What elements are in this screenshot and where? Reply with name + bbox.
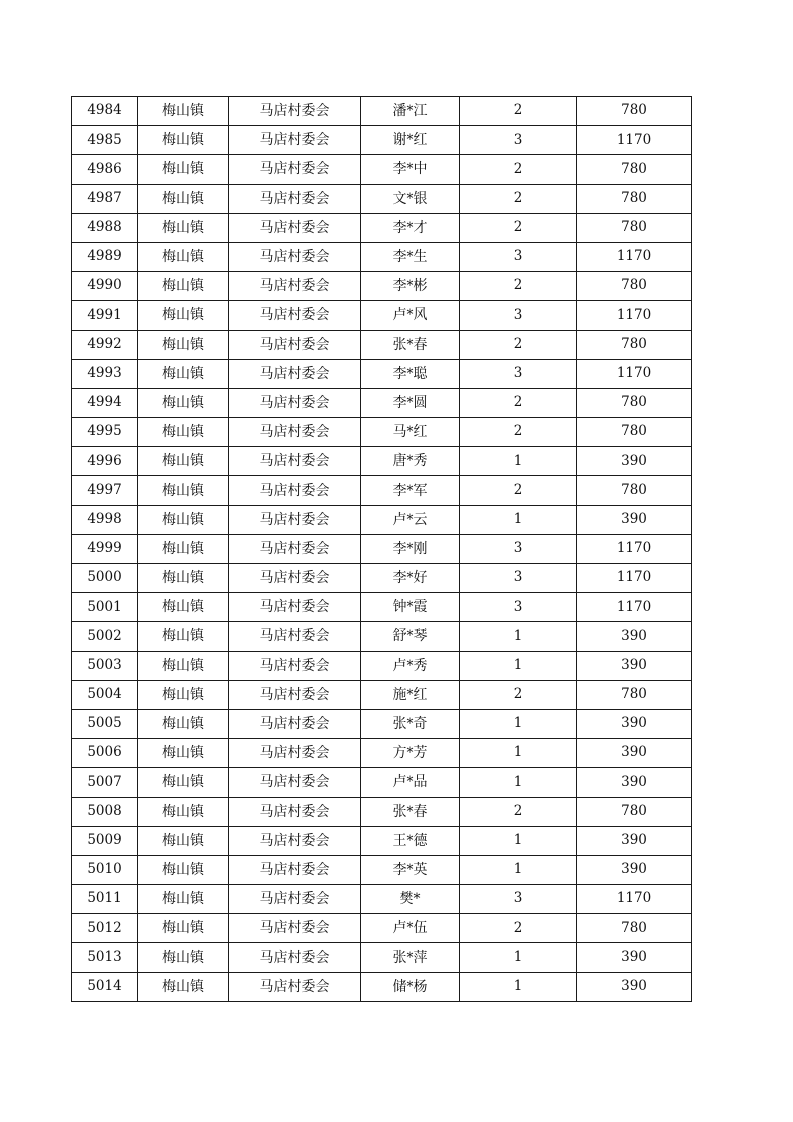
name-cell: 储*杨 xyxy=(361,972,460,1001)
name-cell: 樊* xyxy=(361,885,460,914)
town-cell: 梅山镇 xyxy=(138,388,229,417)
count-cell: 3 xyxy=(460,534,577,563)
table-row xyxy=(72,709,692,738)
row-number-cell: 5005 xyxy=(72,709,138,738)
town-cell: 梅山镇 xyxy=(138,505,229,534)
count-cell: 3 xyxy=(460,301,577,330)
name-cell: 张*春 xyxy=(361,330,460,359)
table-row xyxy=(72,330,692,359)
row-number-cell: 4992 xyxy=(72,330,138,359)
row-number-cell: 4991 xyxy=(72,301,138,330)
name-cell: 卢*品 xyxy=(361,768,460,797)
row-number-cell: 4993 xyxy=(72,359,138,388)
amount-cell: 1170 xyxy=(577,359,692,388)
table-row xyxy=(72,768,692,797)
row-number-cell: 5009 xyxy=(72,826,138,855)
count-cell: 1 xyxy=(460,826,577,855)
row-number-cell: 5014 xyxy=(72,972,138,1001)
town-cell: 梅山镇 xyxy=(138,739,229,768)
table-row xyxy=(72,622,692,651)
name-cell: 张*春 xyxy=(361,797,460,826)
table-row xyxy=(72,476,692,505)
count-cell: 2 xyxy=(460,155,577,184)
row-number-cell: 5012 xyxy=(72,914,138,943)
table-row xyxy=(72,943,692,972)
table-row xyxy=(72,593,692,622)
count-cell: 1 xyxy=(460,651,577,680)
name-cell: 李*英 xyxy=(361,855,460,884)
count-cell: 3 xyxy=(460,593,577,622)
row-number-cell: 4985 xyxy=(72,126,138,155)
amount-cell: 780 xyxy=(577,330,692,359)
amount-cell: 390 xyxy=(577,826,692,855)
row-number-cell: 4999 xyxy=(72,534,138,563)
amount-cell: 390 xyxy=(577,943,692,972)
committee-cell: 马店村委会 xyxy=(229,447,361,476)
name-cell: 李*生 xyxy=(361,242,460,271)
row-number-cell: 4987 xyxy=(72,184,138,213)
name-cell: 李*刚 xyxy=(361,534,460,563)
town-cell: 梅山镇 xyxy=(138,330,229,359)
row-number-cell: 5010 xyxy=(72,855,138,884)
amount-cell: 390 xyxy=(577,739,692,768)
town-cell: 梅山镇 xyxy=(138,797,229,826)
count-cell: 2 xyxy=(460,97,577,126)
table-row xyxy=(72,651,692,680)
table-row xyxy=(72,914,692,943)
count-cell: 2 xyxy=(460,213,577,242)
committee-cell: 马店村委会 xyxy=(229,97,361,126)
committee-cell: 马店村委会 xyxy=(229,359,361,388)
committee-cell: 马店村委会 xyxy=(229,476,361,505)
amount-cell: 780 xyxy=(577,213,692,242)
town-cell: 梅山镇 xyxy=(138,359,229,388)
amount-cell: 780 xyxy=(577,184,692,213)
committee-cell: 马店村委会 xyxy=(229,242,361,271)
town-cell: 梅山镇 xyxy=(138,768,229,797)
amount-cell: 780 xyxy=(577,797,692,826)
name-cell: 卢*伍 xyxy=(361,914,460,943)
table-row xyxy=(72,155,692,184)
row-number-cell: 5003 xyxy=(72,651,138,680)
name-cell: 唐*秀 xyxy=(361,447,460,476)
town-cell: 梅山镇 xyxy=(138,534,229,563)
town-cell: 梅山镇 xyxy=(138,622,229,651)
amount-cell: 1170 xyxy=(577,301,692,330)
name-cell: 李*中 xyxy=(361,155,460,184)
row-number-cell: 4989 xyxy=(72,242,138,271)
count-cell: 2 xyxy=(460,184,577,213)
amount-cell: 390 xyxy=(577,622,692,651)
count-cell: 1 xyxy=(460,972,577,1001)
committee-cell: 马店村委会 xyxy=(229,593,361,622)
town-cell: 梅山镇 xyxy=(138,593,229,622)
town-cell: 梅山镇 xyxy=(138,651,229,680)
row-number-cell: 4990 xyxy=(72,272,138,301)
count-cell: 1 xyxy=(460,768,577,797)
amount-cell: 1170 xyxy=(577,885,692,914)
town-cell: 梅山镇 xyxy=(138,97,229,126)
committee-cell: 马店村委会 xyxy=(229,388,361,417)
committee-cell: 马店村委会 xyxy=(229,739,361,768)
table-row xyxy=(72,885,692,914)
town-cell: 梅山镇 xyxy=(138,213,229,242)
table-row xyxy=(72,388,692,417)
amount-cell: 1170 xyxy=(577,564,692,593)
row-number-cell: 4984 xyxy=(72,97,138,126)
town-cell: 梅山镇 xyxy=(138,272,229,301)
table-row xyxy=(72,564,692,593)
committee-cell: 马店村委会 xyxy=(229,213,361,242)
count-cell: 3 xyxy=(460,359,577,388)
committee-cell: 马店村委会 xyxy=(229,855,361,884)
table-row xyxy=(72,184,692,213)
town-cell: 梅山镇 xyxy=(138,184,229,213)
row-number-cell: 5007 xyxy=(72,768,138,797)
committee-cell: 马店村委会 xyxy=(229,534,361,563)
count-cell: 1 xyxy=(460,505,577,534)
count-cell: 2 xyxy=(460,388,577,417)
table-row xyxy=(72,301,692,330)
count-cell: 1 xyxy=(460,855,577,884)
committee-cell: 马店村委会 xyxy=(229,301,361,330)
town-cell: 梅山镇 xyxy=(138,126,229,155)
name-cell: 李*圆 xyxy=(361,388,460,417)
row-number-cell: 5013 xyxy=(72,943,138,972)
count-cell: 2 xyxy=(460,476,577,505)
count-cell: 2 xyxy=(460,330,577,359)
town-cell: 梅山镇 xyxy=(138,972,229,1001)
town-cell: 梅山镇 xyxy=(138,943,229,972)
name-cell: 卢*风 xyxy=(361,301,460,330)
count-cell: 1 xyxy=(460,739,577,768)
name-cell: 李*彬 xyxy=(361,272,460,301)
name-cell: 李*好 xyxy=(361,564,460,593)
data-table xyxy=(71,96,692,1002)
committee-cell: 马店村委会 xyxy=(229,943,361,972)
amount-cell: 780 xyxy=(577,272,692,301)
town-cell: 梅山镇 xyxy=(138,885,229,914)
row-number-cell: 5011 xyxy=(72,885,138,914)
town-cell: 梅山镇 xyxy=(138,914,229,943)
count-cell: 3 xyxy=(460,126,577,155)
committee-cell: 马店村委会 xyxy=(229,564,361,593)
count-cell: 1 xyxy=(460,943,577,972)
amount-cell: 390 xyxy=(577,709,692,738)
name-cell: 谢*红 xyxy=(361,126,460,155)
row-number-cell: 5002 xyxy=(72,622,138,651)
amount-cell: 1170 xyxy=(577,242,692,271)
table-row xyxy=(72,213,692,242)
name-cell: 潘*江 xyxy=(361,97,460,126)
table-row xyxy=(72,359,692,388)
committee-cell: 马店村委会 xyxy=(229,797,361,826)
amount-cell: 390 xyxy=(577,855,692,884)
count-cell: 1 xyxy=(460,447,577,476)
count-cell: 2 xyxy=(460,797,577,826)
count-cell: 3 xyxy=(460,242,577,271)
amount-cell: 390 xyxy=(577,972,692,1001)
amount-cell: 390 xyxy=(577,768,692,797)
committee-cell: 马店村委会 xyxy=(229,126,361,155)
committee-cell: 马店村委会 xyxy=(229,651,361,680)
name-cell: 文*银 xyxy=(361,184,460,213)
table-row xyxy=(72,797,692,826)
name-cell: 卢*云 xyxy=(361,505,460,534)
town-cell: 梅山镇 xyxy=(138,855,229,884)
name-cell: 钟*霞 xyxy=(361,593,460,622)
amount-cell: 1170 xyxy=(577,126,692,155)
count-cell: 1 xyxy=(460,622,577,651)
count-cell: 2 xyxy=(460,418,577,447)
table-body xyxy=(72,97,692,1002)
count-cell: 2 xyxy=(460,680,577,709)
count-cell: 3 xyxy=(460,564,577,593)
amount-cell: 1170 xyxy=(577,593,692,622)
committee-cell: 马店村委会 xyxy=(229,272,361,301)
amount-cell: 780 xyxy=(577,680,692,709)
count-cell: 3 xyxy=(460,885,577,914)
town-cell: 梅山镇 xyxy=(138,680,229,709)
row-number-cell: 4996 xyxy=(72,447,138,476)
name-cell: 李*聪 xyxy=(361,359,460,388)
town-cell: 梅山镇 xyxy=(138,155,229,184)
row-number-cell: 4998 xyxy=(72,505,138,534)
name-cell: 舒*琴 xyxy=(361,622,460,651)
table-row xyxy=(72,447,692,476)
amount-cell: 780 xyxy=(577,155,692,184)
count-cell: 2 xyxy=(460,272,577,301)
town-cell: 梅山镇 xyxy=(138,242,229,271)
table-row xyxy=(72,505,692,534)
committee-cell: 马店村委会 xyxy=(229,826,361,855)
committee-cell: 马店村委会 xyxy=(229,184,361,213)
town-cell: 梅山镇 xyxy=(138,301,229,330)
count-cell: 1 xyxy=(460,709,577,738)
table-row xyxy=(72,739,692,768)
name-cell: 张*奇 xyxy=(361,709,460,738)
row-number-cell: 5004 xyxy=(72,680,138,709)
town-cell: 梅山镇 xyxy=(138,709,229,738)
name-cell: 王*德 xyxy=(361,826,460,855)
name-cell: 张*萍 xyxy=(361,943,460,972)
table-row xyxy=(72,242,692,271)
row-number-cell: 4988 xyxy=(72,213,138,242)
table-row xyxy=(72,972,692,1001)
table-row xyxy=(72,126,692,155)
row-number-cell: 4994 xyxy=(72,388,138,417)
committee-cell: 马店村委会 xyxy=(229,709,361,738)
committee-cell: 马店村委会 xyxy=(229,418,361,447)
name-cell: 李*才 xyxy=(361,213,460,242)
table-row xyxy=(72,534,692,563)
amount-cell: 780 xyxy=(577,388,692,417)
table-row xyxy=(72,97,692,126)
row-number-cell: 4997 xyxy=(72,476,138,505)
amount-cell: 780 xyxy=(577,476,692,505)
town-cell: 梅山镇 xyxy=(138,418,229,447)
committee-cell: 马店村委会 xyxy=(229,155,361,184)
name-cell: 李*军 xyxy=(361,476,460,505)
name-cell: 施*红 xyxy=(361,680,460,709)
committee-cell: 马店村委会 xyxy=(229,972,361,1001)
amount-cell: 390 xyxy=(577,651,692,680)
amount-cell: 780 xyxy=(577,914,692,943)
amount-cell: 780 xyxy=(577,97,692,126)
row-number-cell: 4986 xyxy=(72,155,138,184)
name-cell: 马*红 xyxy=(361,418,460,447)
row-number-cell: 4995 xyxy=(72,418,138,447)
amount-cell: 1170 xyxy=(577,534,692,563)
committee-cell: 马店村委会 xyxy=(229,680,361,709)
row-number-cell: 5001 xyxy=(72,593,138,622)
row-number-cell: 5006 xyxy=(72,739,138,768)
committee-cell: 马店村委会 xyxy=(229,914,361,943)
table-row xyxy=(72,272,692,301)
committee-cell: 马店村委会 xyxy=(229,768,361,797)
committee-cell: 马店村委会 xyxy=(229,622,361,651)
count-cell: 2 xyxy=(460,914,577,943)
table-row xyxy=(72,418,692,447)
row-number-cell: 5008 xyxy=(72,797,138,826)
name-cell: 方*芳 xyxy=(361,739,460,768)
amount-cell: 390 xyxy=(577,447,692,476)
committee-cell: 马店村委会 xyxy=(229,885,361,914)
town-cell: 梅山镇 xyxy=(138,476,229,505)
town-cell: 梅山镇 xyxy=(138,826,229,855)
amount-cell: 390 xyxy=(577,505,692,534)
name-cell: 卢*秀 xyxy=(361,651,460,680)
town-cell: 梅山镇 xyxy=(138,564,229,593)
committee-cell: 马店村委会 xyxy=(229,330,361,359)
amount-cell: 780 xyxy=(577,418,692,447)
row-number-cell: 5000 xyxy=(72,564,138,593)
committee-cell: 马店村委会 xyxy=(229,505,361,534)
table-row xyxy=(72,680,692,709)
table-row xyxy=(72,855,692,884)
table-row xyxy=(72,826,692,855)
town-cell: 梅山镇 xyxy=(138,447,229,476)
